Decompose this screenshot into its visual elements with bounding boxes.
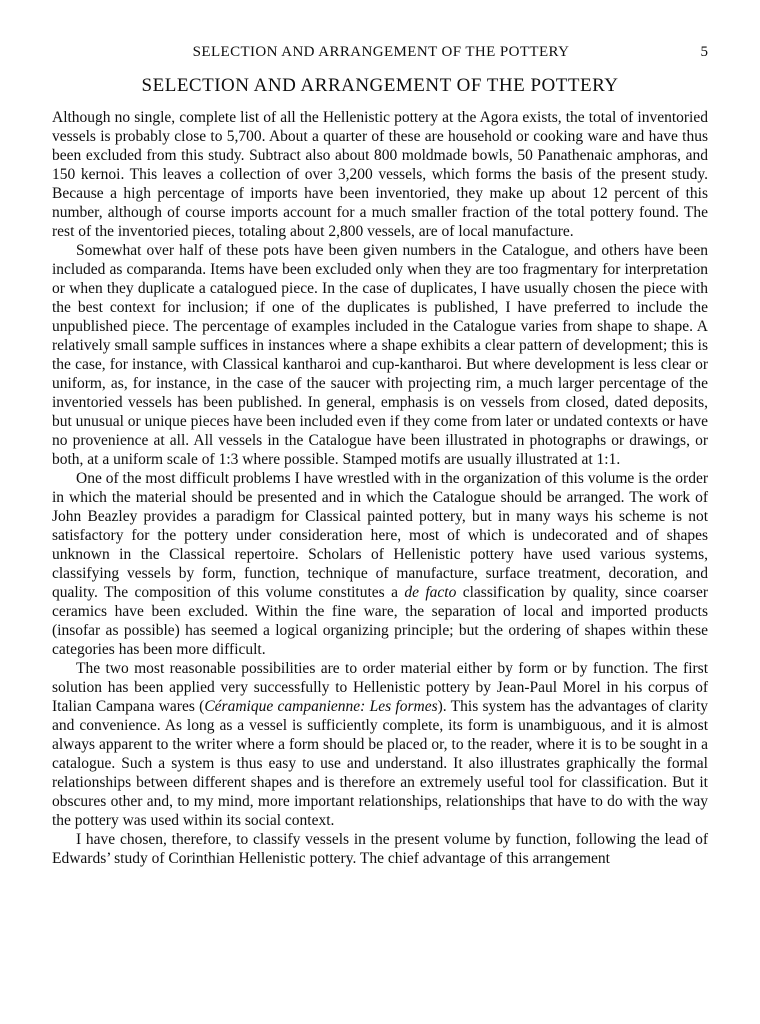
text-run: One of the most difficult problems I have wrestled with in the organization of this volume is the order in which the material should be presented and in which the Catalogue should be arranged. The work of John Beazley provides a paradigm for Classical painted pottery, but in many ways his scheme is not satisfactory for the pottery under consideration here, most of which is undecorated and of shapes unknown in the Classical repertoire. Scholars of Hellenistic pottery have used various systems, classifying vessels by form, function, technique of manufacture, surface treatment, decoration, and quality. The composition of this volume constitutes a	[52, 470, 708, 601]
text-run: I have chosen, therefore, to classify vessels in the present volume by function, following the lead of Edwards’ study of Corinthian Hellenistic pottery. The chief advantage of this arrangement	[52, 831, 708, 867]
paragraph	[52, 659, 708, 830]
running-head: SELECTION AND ARRANGEMENT OF THE POTTERY	[192, 44, 570, 60]
italic-text-run: de facto	[404, 584, 457, 601]
body-text	[52, 108, 708, 868]
paragraph	[52, 469, 708, 659]
page-number: 5	[700, 44, 708, 60]
paragraph	[52, 108, 708, 241]
text-run: Somewhat over half of these pots have been given numbers in the Catalogue, and others have been included as comparanda. Items have been excluded only when they are too fragmentary for interpretation or when they duplicate a catalogued piece. In the case of duplicates, I have usually chosen the piece with the best context for inclusion; if one of the duplicates is published, I have preferred to include the unpublished piece. The percentage of examples included in the Catalogue varies from shape to shape. A relatively small sample suffices in instances where a shape exhibits a clear pattern of development; this is the case, for instance, with Classical kantharoi and cup-kantharoi. But where development is less clear or uniform, as, for instance, in the case of the saucer with projecting rim, a much larger percentage of the inventoried vessels has been published. In general, emphasis is on vessels from closed, dated deposits, but unusual or unique pieces have been included even if they come from later or undated contexts or have no provenience at all. All vessels in the Catalogue have been illustrated in photographs or drawings, or both, at a uniform scale of 1:3 where possible. Stamped motifs are usually illustrated at 1:1.	[52, 242, 708, 468]
page-header	[52, 44, 710, 60]
text-run: classification by quality, since coarser ceramics have been excluded. Within the fine ware, the separation of local and imported products (insofar as possible) has seemed a logical organizing principle; but the ordering of shapes within these categories has been more difficult.	[52, 584, 708, 658]
text-run: ). This system has the advantages of clarity and convenience. As long as a vessel is sufficiently complete, its form is unambiguous, and it is almost always apparent to the writer where a form should be placed or, to the reader, where it is to be sought in a catalogue. Such a system is thus easy to use and understand. It also illustrates graphically the formal relationships between different shapes and is therefore an extremely useful tool for classification. But it obscures other and, to my mind, more important relationships, relationships that have to do with the way the pottery was used within its social context.	[52, 698, 709, 829]
paragraph	[52, 830, 708, 868]
text-run: Although no single, complete list of all the Hellenistic pottery at the Agora exists, the total of inventoried vessels is probably close to 5,700. About a quarter of these are household or cooking ware and have thus been excluded from this study. Subtract also about 800 moldmade bowls, 50 Panathenaic amphoras, and 150 kernoi. This leaves a collection of over 3,200 vessels, which forms the basis of the present study. Because a high percentage of imports have been inventoried, they make up about 12 percent of this number, although of course imports account for a much smaller fraction of the total pottery found. The rest of the inventoried pieces, totaling about 2,800 vessels, are of local manufacture.	[52, 109, 708, 240]
text-run: The two most reasonable possibilities are to order material either by form or by function. The first solution has been applied very successfully to Hellenistic pottery by Jean-Paul Morel in his corpus of Italian Campana wares (	[52, 660, 708, 715]
chapter-title: SELECTION AND ARRANGEMENT OF THE POTTERY	[141, 75, 619, 96]
paragraph	[52, 241, 708, 469]
italic-text-run: Céramique campanienne: Les formes	[204, 698, 438, 715]
